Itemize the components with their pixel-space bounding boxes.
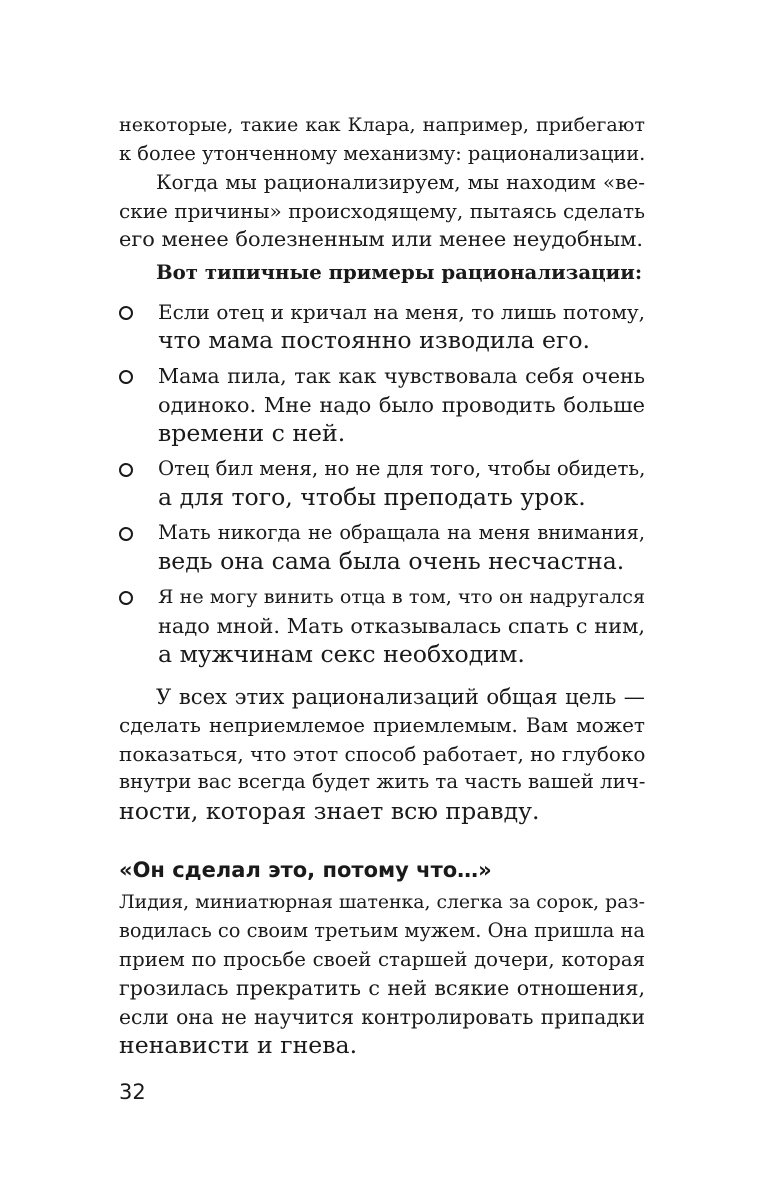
text-line: прием по просьбе своей старшей дочери, которая — [119, 948, 645, 971]
list-item-line: что мама постоянно изводила его. — [158, 326, 591, 354]
text-line: его менее болезненным или менее неудобным. — [119, 227, 643, 251]
text-line: Лидия, миниатюрная шатенка, слегка за сорок, раз- — [119, 892, 645, 913]
text-line: к более утонченному механизму: рационализации. — [119, 142, 646, 165]
list-item-line: надо мной. Мать отказывалась спать с ним, — [158, 614, 645, 638]
bullet-circle-icon — [119, 591, 133, 605]
bullet-circle-icon — [119, 527, 133, 541]
list-item-line: а мужчинам секс необходим. — [158, 640, 525, 668]
list-item-line: времени с ней. — [158, 419, 346, 447]
text-line: показаться, что этот способ работает, но глубоко — [119, 742, 646, 766]
text-line: некоторые, такие как Клара, например, прибегают — [119, 113, 645, 136]
list-item-line: Мама пила, так как чувствовала себя очень — [158, 364, 645, 388]
list-item-line: одиноко. Мне надо было проводить больше — [158, 393, 645, 417]
text-line: водилась со своим третьим мужем. Она пришла на — [119, 919, 645, 942]
text-line: ские причины» происходящему, пытаясь сделать — [119, 199, 645, 223]
list-item-line: Мать никогда не обращала на меня внимания, — [158, 521, 645, 544]
text-line: ности, которая знает всю правду. — [119, 797, 540, 825]
list-item-line: Если отец и кричал на меня, то лишь потому, — [158, 300, 645, 324]
text-line: грозилась прекратить с ней всякие отношения, — [119, 976, 645, 1000]
text-line: внутри вас всегда будет жить та часть вашей лич- — [119, 770, 646, 793]
list-item-line: а для того, чтобы преподать урок. — [158, 483, 586, 511]
text-line: если она не научится контролировать припадки — [119, 1005, 645, 1029]
list-intro: Вот типичные примеры рационализации: — [156, 261, 643, 284]
page-number: 32 — [119, 1080, 146, 1104]
section-heading: «Он сделал это, потому что…» — [119, 858, 492, 882]
text-line: сделать неприемлемое приемлемым. Вам может — [119, 713, 645, 737]
list-item-line: Отец бил меня, но не для того, чтобы обидеть, — [158, 457, 646, 480]
bullet-circle-icon — [119, 306, 133, 320]
bullet-circle-icon — [119, 463, 133, 477]
text-line: Когда мы рационализируем, мы находим «ве- — [156, 170, 645, 194]
text-line: ненависти и гнева. — [119, 1031, 358, 1059]
bullet-circle-icon — [119, 370, 133, 384]
list-item-line: Я не могу винить отца в том, что он надругался — [158, 585, 645, 608]
list-item-line: ведь она сама была очень несчастна. — [158, 547, 625, 575]
text-line: У всех этих рационализаций общая цель — — [156, 684, 645, 709]
